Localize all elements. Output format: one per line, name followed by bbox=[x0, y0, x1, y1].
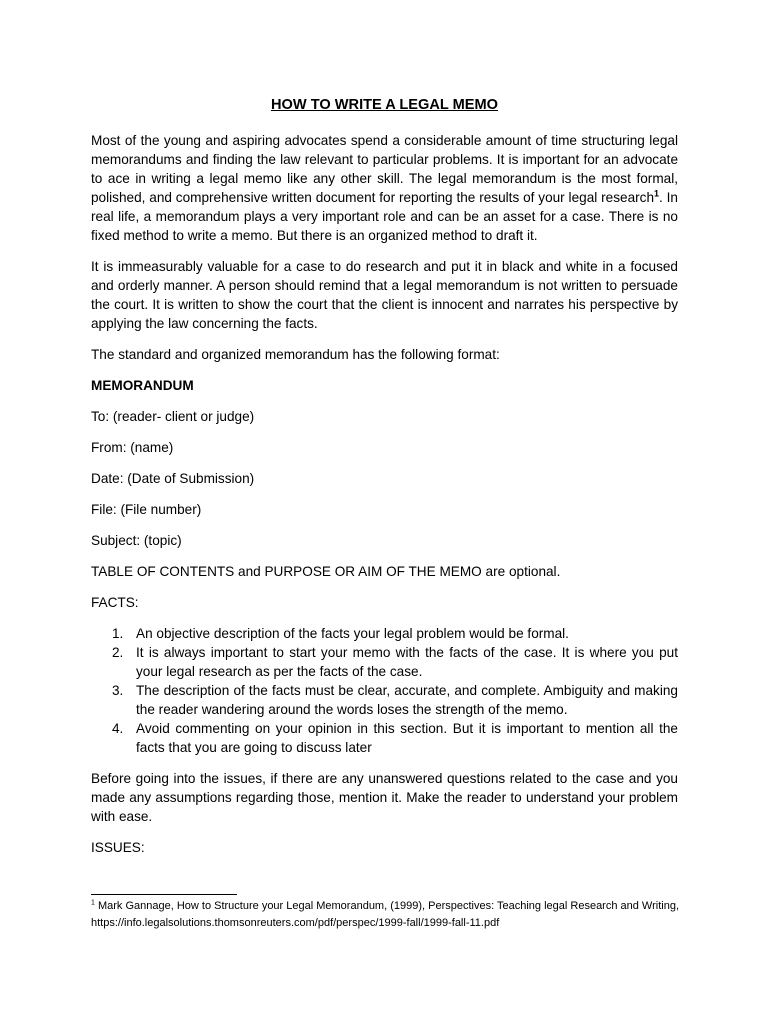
list-item-text: Avoid commenting on your opinion in this section. But it is important to mention all the facts that you are going to discuss later bbox=[136, 721, 678, 755]
memorandum-heading: MEMORANDUM bbox=[91, 378, 194, 393]
list-number: 1. bbox=[112, 626, 124, 641]
facts-heading: FACTS: bbox=[91, 595, 139, 610]
list-item bbox=[91, 681, 678, 719]
intro-paragraph bbox=[91, 131, 678, 245]
footnote-text: Mark Gannage, How to Structure your Legal Memorandum, (1999), Perspectives: Teaching legal Research and Writing, https://info.legalsolutions.thomsonreuters.com/pdf/perspec/1999-fall/1999-fall-11.pdf bbox=[91, 900, 680, 929]
research-paragraph: It is immeasurably valuable for a case to do research and put it in black and white in a focused and orderly manner. A person should remind that a legal memorandum is not written to persuade the court. It is written to show the court that the client is innocent and narrates his perspective by applying the law concerning the facts. bbox=[91, 259, 678, 331]
field-subject: Subject: (topic) bbox=[91, 533, 182, 548]
issues-intro-paragraph: Before going into the issues, if there are any unanswered questions related to the case and you made any assumptions regarding those, mention it. Make the reader to understand your problem with ease. bbox=[91, 771, 678, 824]
list-number: 3. bbox=[112, 683, 124, 698]
footnote-marker: 1 bbox=[91, 899, 95, 907]
list-number: 4. bbox=[112, 721, 124, 736]
intro-text-continued: . In real life, a memorandum plays a very important role and can be an asset for a case. There is no fixed method to write a memo. But there is an organized method to draft it. bbox=[91, 190, 678, 243]
list-item-text: The description of the facts must be clear, accurate, and complete. Ambiguity and making the reader wandering around the words loses the strength of the memo. bbox=[136, 683, 678, 717]
list-number: 2. bbox=[112, 645, 124, 660]
list-item bbox=[91, 643, 678, 681]
list-item bbox=[91, 624, 678, 643]
footnote-separator bbox=[91, 894, 237, 895]
field-from: From: (name) bbox=[91, 440, 174, 455]
footnote bbox=[91, 898, 691, 932]
field-to: To: (reader- client or judge) bbox=[91, 409, 255, 424]
list-item-text: An objective description of the facts your legal problem would be formal. bbox=[136, 626, 569, 641]
list-item-text: It is always important to start your memo with the facts of the case. It is where you put your legal research as per the facts of the case. bbox=[136, 645, 678, 679]
document-body bbox=[91, 96, 678, 869]
issues-heading: ISSUES: bbox=[91, 840, 145, 855]
list-item bbox=[91, 719, 678, 757]
page-title: HOW TO WRITE A LEGAL MEMO bbox=[270, 97, 498, 113]
optional-sections-note: TABLE OF CONTENTS and PURPOSE OR AIM OF THE MEMO are optional. bbox=[91, 564, 561, 579]
footnote-reference[interactable]: 1 bbox=[654, 188, 660, 199]
field-date: Date: (Date of Submission) bbox=[91, 471, 255, 486]
intro-text: Most of the young and aspiring advocates spend a considerable amount of time structuring legal memorandums and finding the law relevant to particular problems. It is important for an advocate to ace in writing a legal memo like any other skill. The legal memorandum is the most formal, polished, and comprehensive written document for reporting the results of your legal research bbox=[91, 133, 678, 205]
facts-list bbox=[91, 624, 678, 757]
format-intro: The standard and organized memorandum has the following format: bbox=[91, 347, 500, 362]
field-file: File: (File number) bbox=[91, 502, 202, 517]
